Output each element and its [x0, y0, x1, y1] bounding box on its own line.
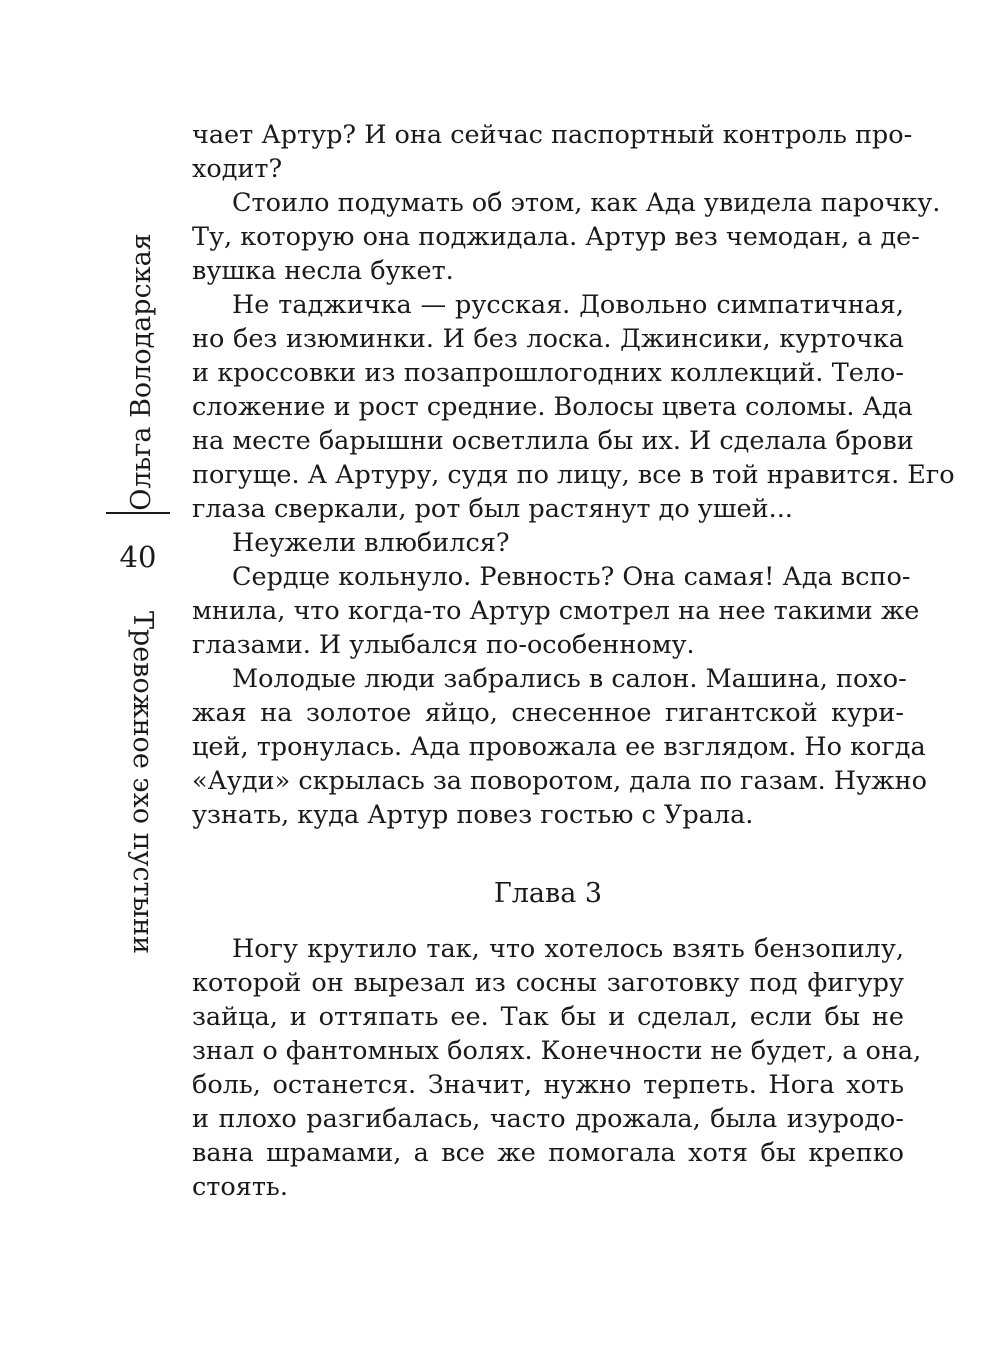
- running-header-book-title: Тревожное эхо пустыни: [127, 611, 158, 954]
- text-line: чает Артур? И она сейчас паспортный контроль про-: [192, 120, 913, 150]
- text-line: мнила, что когда-то Артур смотрел на нее такими же: [192, 596, 920, 626]
- text-line: стоять.: [192, 1172, 288, 1202]
- body-text-section-2: [192, 932, 922, 1204]
- text-line: «Ауди» скрылась за поворотом, дала по газам. Нужно: [192, 766, 927, 796]
- text-line: вушка несла букет.: [192, 256, 454, 286]
- body-text-section-1: [192, 118, 955, 832]
- text-line: зайца, и оттяпать ее. Так бы и сделал, если бы не: [192, 1002, 904, 1032]
- running-header-author: Ольга Володарская: [126, 233, 157, 511]
- text-line: и кроссовки из позапрошлогодних коллекций. Тело-: [192, 358, 904, 388]
- text-line: знал о фантомных болях. Конечности не будет, а она,: [192, 1036, 922, 1066]
- text-line: боль, останется. Значит, нужно терпеть. Нога хоть: [192, 1070, 904, 1100]
- text-line: но без изюминки. И без лоска. Джинсики, курточка: [192, 324, 904, 354]
- chapter-heading: Глава 3: [493, 878, 603, 909]
- page-number: 40: [119, 540, 157, 574]
- text-line: Ту, которую она поджидала. Артур вез чемодан, а де-: [192, 222, 920, 252]
- text-line: глазами. И улыбался по-особенному.: [192, 630, 695, 660]
- text-line: Не таджичка — русская. Довольно симпатичная,: [232, 290, 904, 320]
- text-line: вана шрамами, а все же помогала хотя бы крепко: [192, 1138, 904, 1168]
- text-line: глаза сверкали, рот был растянут до ушей...: [192, 494, 793, 524]
- text-line: Стоило подумать об этом, как Ада увидела парочку.: [232, 188, 941, 218]
- text-line: Неужели влюбился?: [232, 528, 510, 558]
- text-line: узнать, куда Артур повез гостью с Урала.: [192, 800, 754, 830]
- text-line: которой он вырезал из сосны заготовку под фигуру: [192, 968, 904, 998]
- running-header-divider: [106, 512, 170, 514]
- text-line: погуще. А Артуру, судя по лицу, все в той нравится. Его: [192, 460, 955, 490]
- text-line: ходит?: [192, 154, 283, 184]
- text-line: Сердце кольнуло. Ревность? Она самая! Ада вспо-: [232, 562, 911, 592]
- text-line: на месте барышни осветлила бы их. И сделала брови: [192, 426, 914, 456]
- text-line: сложение и рост средние. Волосы цвета соломы. Ада: [192, 392, 913, 422]
- text-line: цей, тронулась. Ада провожала ее взглядом. Но когда: [192, 732, 926, 762]
- text-line: жая на золотое яйцо, снесенное гигантской кури-: [192, 698, 904, 728]
- text-line: и плохо разгибалась, часто дрожала, была изуродо-: [192, 1104, 904, 1134]
- text-line: Ногу крутило так, что хотелось взять бензопилу,: [232, 934, 904, 964]
- text-line: Молодые люди забрались в салон. Машина, похо-: [232, 664, 907, 694]
